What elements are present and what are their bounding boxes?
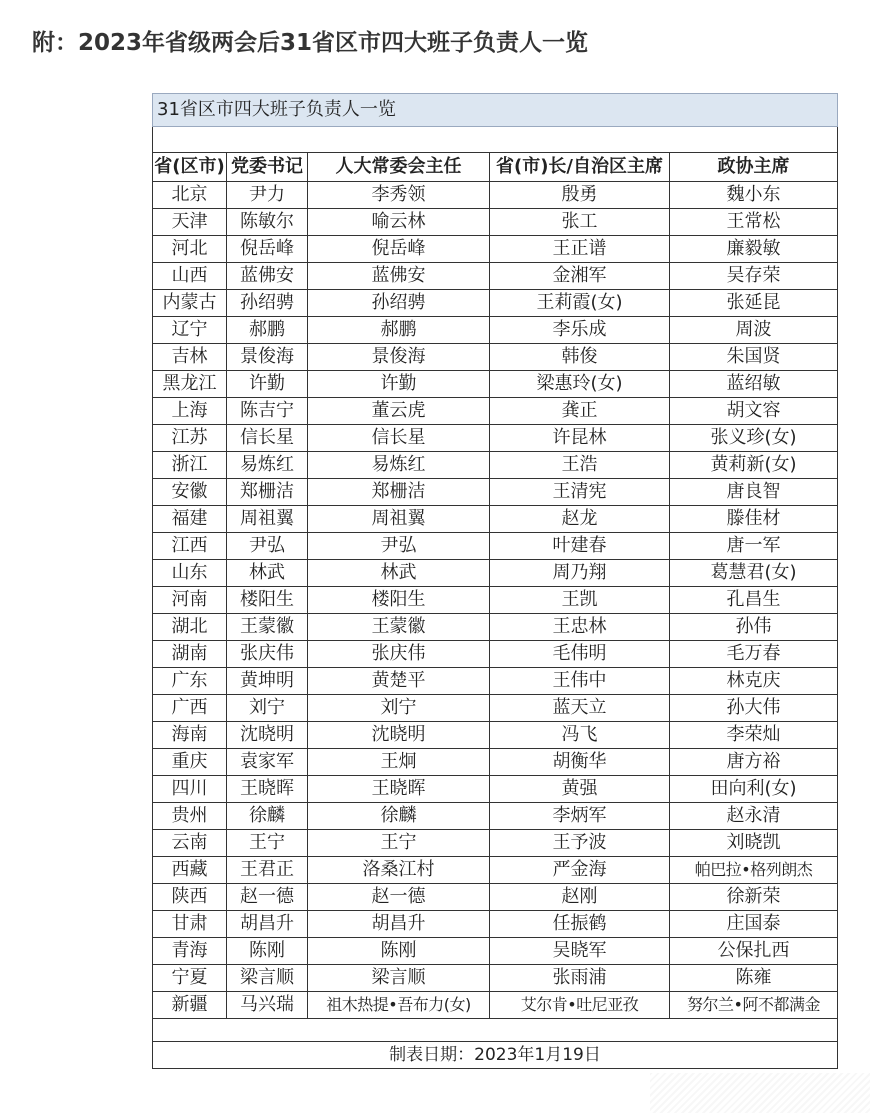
table-caption-row	[153, 94, 838, 127]
table-row	[153, 506, 838, 533]
cell-party-secretary: 信长星	[227, 425, 308, 452]
header-party-secretary: 党委书记	[227, 153, 308, 182]
cell-governor: 胡衡华	[490, 749, 670, 776]
table-row	[153, 614, 838, 641]
cell-cppcc-chairman: 毛万春	[670, 641, 838, 668]
cell-province: 湖北	[153, 614, 227, 641]
table-row	[153, 533, 838, 560]
table-row	[153, 560, 838, 587]
cell-province: 广东	[153, 668, 227, 695]
cell-governor: 蓝天立	[490, 695, 670, 722]
cell-province: 山东	[153, 560, 227, 587]
cell-cppcc-chairman: 陈雍	[670, 965, 838, 992]
cell-province: 陕西	[153, 884, 227, 911]
cell-cppcc-chairman: 张义珍(女)	[670, 425, 838, 452]
cell-npc-director: 徐麟	[308, 803, 490, 830]
cell-province: 江苏	[153, 425, 227, 452]
cell-npc-director: 胡昌升	[308, 911, 490, 938]
table-row	[153, 695, 838, 722]
cell-governor: 艾尔肯•吐尼亚孜	[490, 992, 670, 1019]
cell-governor: 金湘军	[490, 263, 670, 290]
cell-cppcc-chairman: 庄国泰	[670, 911, 838, 938]
cell-province: 河南	[153, 587, 227, 614]
cell-governor: 王浩	[490, 452, 670, 479]
cell-governor: 严金海	[490, 857, 670, 884]
footer-blank-cell	[153, 1019, 838, 1042]
table-row	[153, 857, 838, 884]
table-row	[153, 803, 838, 830]
cell-cppcc-chairman: 努尔兰•阿不都满金	[670, 992, 838, 1019]
cell-cppcc-chairman: 魏小东	[670, 182, 838, 209]
header-npc-director: 人大常委会主任	[308, 153, 490, 182]
cell-province: 甘肃	[153, 911, 227, 938]
cell-cppcc-chairman: 李荣灿	[670, 722, 838, 749]
cell-cppcc-chairman: 葛慧君(女)	[670, 560, 838, 587]
header-governor: 省(市)长/自治区主席	[490, 153, 670, 182]
cell-npc-director: 沈晓明	[308, 722, 490, 749]
page-title: 附：2023年省级两会后31省区市四大班子负责人一览	[32, 30, 589, 56]
cell-party-secretary: 陈吉宁	[227, 398, 308, 425]
cell-governor: 黄强	[490, 776, 670, 803]
leaders-table-sheet	[152, 93, 837, 1069]
table-row	[153, 992, 838, 1019]
table-row	[153, 911, 838, 938]
cell-cppcc-chairman: 孙伟	[670, 614, 838, 641]
cell-governor: 许昆林	[490, 425, 670, 452]
cell-governor: 王清宪	[490, 479, 670, 506]
cell-province: 贵州	[153, 803, 227, 830]
cell-party-secretary: 梁言顺	[227, 965, 308, 992]
table-caption: 31省区市四大班子负责人一览	[153, 94, 838, 127]
blank-cell	[153, 127, 838, 153]
cell-province: 重庆	[153, 749, 227, 776]
cell-cppcc-chairman: 朱国贤	[670, 344, 838, 371]
table-row	[153, 668, 838, 695]
table-row	[153, 749, 838, 776]
cell-party-secretary: 胡昌升	[227, 911, 308, 938]
cell-cppcc-chairman: 周波	[670, 317, 838, 344]
cell-npc-director: 祖木热提•吾布力(女)	[308, 992, 490, 1019]
cell-npc-director: 林武	[308, 560, 490, 587]
cell-party-secretary: 袁家军	[227, 749, 308, 776]
cell-npc-director: 尹弘	[308, 533, 490, 560]
cell-party-secretary: 马兴瑞	[227, 992, 308, 1019]
cell-province: 山西	[153, 263, 227, 290]
cell-governor: 李炳军	[490, 803, 670, 830]
cell-governor: 李乐成	[490, 317, 670, 344]
cell-province: 福建	[153, 506, 227, 533]
cell-party-secretary: 赵一德	[227, 884, 308, 911]
cell-npc-director: 王炯	[308, 749, 490, 776]
table-footer-row	[153, 1042, 838, 1069]
cell-party-secretary: 王蒙徽	[227, 614, 308, 641]
cell-province: 北京	[153, 182, 227, 209]
cell-cppcc-chairman: 孙大伟	[670, 695, 838, 722]
cell-province: 宁夏	[153, 965, 227, 992]
table-row	[153, 425, 838, 452]
cell-npc-director: 董云虎	[308, 398, 490, 425]
cell-party-secretary: 林武	[227, 560, 308, 587]
table-row	[153, 938, 838, 965]
cell-party-secretary: 易炼红	[227, 452, 308, 479]
cell-governor: 任振鹤	[490, 911, 670, 938]
cell-npc-director: 王蒙徽	[308, 614, 490, 641]
cell-cppcc-chairman: 孔昌生	[670, 587, 838, 614]
cell-npc-director: 蓝佛安	[308, 263, 490, 290]
table-row	[153, 830, 838, 857]
cell-province: 广西	[153, 695, 227, 722]
table-row	[153, 209, 838, 236]
cell-governor: 毛伟明	[490, 641, 670, 668]
cell-cppcc-chairman: 黄莉新(女)	[670, 452, 838, 479]
cell-cppcc-chairman: 赵永清	[670, 803, 838, 830]
cell-party-secretary: 郝鹏	[227, 317, 308, 344]
cell-governor: 韩俊	[490, 344, 670, 371]
cell-party-secretary: 许勤	[227, 371, 308, 398]
table-row	[153, 452, 838, 479]
cell-cppcc-chairman: 徐新荣	[670, 884, 838, 911]
cell-governor: 王正谱	[490, 236, 670, 263]
cell-cppcc-chairman: 蓝绍敏	[670, 371, 838, 398]
blank-row	[153, 127, 838, 153]
cell-party-secretary: 陈敏尔	[227, 209, 308, 236]
cell-npc-director: 刘宁	[308, 695, 490, 722]
table-row	[153, 641, 838, 668]
table-row	[153, 965, 838, 992]
cell-npc-director: 梁言顺	[308, 965, 490, 992]
table-row	[153, 722, 838, 749]
cell-party-secretary: 王晓晖	[227, 776, 308, 803]
cell-party-secretary: 刘宁	[227, 695, 308, 722]
cell-npc-director: 易炼红	[308, 452, 490, 479]
cell-province: 江西	[153, 533, 227, 560]
cell-province: 天津	[153, 209, 227, 236]
cell-npc-director: 陈刚	[308, 938, 490, 965]
cell-province: 上海	[153, 398, 227, 425]
cell-cppcc-chairman: 林克庆	[670, 668, 838, 695]
table-row	[153, 587, 838, 614]
cell-npc-director: 李秀领	[308, 182, 490, 209]
table-row	[153, 479, 838, 506]
cell-governor: 张工	[490, 209, 670, 236]
cell-cppcc-chairman: 唐方裕	[670, 749, 838, 776]
cell-npc-director: 周祖翼	[308, 506, 490, 533]
table-row	[153, 371, 838, 398]
cell-party-secretary: 尹力	[227, 182, 308, 209]
cell-npc-director: 郝鹏	[308, 317, 490, 344]
cell-governor: 王伟中	[490, 668, 670, 695]
cell-party-secretary: 王宁	[227, 830, 308, 857]
cell-cppcc-chairman: 吴存荣	[670, 263, 838, 290]
cell-cppcc-chairman: 公保扎西	[670, 938, 838, 965]
cell-governor: 王予波	[490, 830, 670, 857]
cell-province: 黑龙江	[153, 371, 227, 398]
cell-party-secretary: 黄坤明	[227, 668, 308, 695]
cell-governor: 殷勇	[490, 182, 670, 209]
cell-npc-director: 王宁	[308, 830, 490, 857]
header-cppcc-chairman: 政协主席	[670, 153, 838, 182]
cell-party-secretary: 徐麟	[227, 803, 308, 830]
cell-cppcc-chairman: 王常松	[670, 209, 838, 236]
cell-npc-director: 倪岳峰	[308, 236, 490, 263]
cell-cppcc-chairman: 滕佳材	[670, 506, 838, 533]
cell-governor: 赵刚	[490, 884, 670, 911]
table-row	[153, 182, 838, 209]
table-row	[153, 236, 838, 263]
table-row	[153, 344, 838, 371]
cell-governor: 张雨浦	[490, 965, 670, 992]
cell-party-secretary: 周祖翼	[227, 506, 308, 533]
cell-province: 浙江	[153, 452, 227, 479]
cell-party-secretary: 楼阳生	[227, 587, 308, 614]
table-row	[153, 263, 838, 290]
cell-npc-director: 郑栅洁	[308, 479, 490, 506]
corner-watermark-pattern	[650, 1073, 870, 1113]
cell-party-secretary: 王君正	[227, 857, 308, 884]
cell-cppcc-chairman: 刘晓凯	[670, 830, 838, 857]
cell-governor: 王凯	[490, 587, 670, 614]
cell-npc-director: 王晓晖	[308, 776, 490, 803]
cell-governor: 赵龙	[490, 506, 670, 533]
cell-province: 海南	[153, 722, 227, 749]
table-footer-date: 制表日期：2023年1月19日	[153, 1042, 838, 1069]
cell-province: 内蒙古	[153, 290, 227, 317]
cell-cppcc-chairman: 田向利(女)	[670, 776, 838, 803]
cell-npc-director: 喻云林	[308, 209, 490, 236]
table-header-row	[153, 153, 838, 182]
cell-npc-director: 张庆伟	[308, 641, 490, 668]
cell-province: 湖南	[153, 641, 227, 668]
cell-party-secretary: 陈刚	[227, 938, 308, 965]
table-row	[153, 398, 838, 425]
cell-cppcc-chairman: 廉毅敏	[670, 236, 838, 263]
footer-blank-row	[153, 1019, 838, 1042]
cell-province: 辽宁	[153, 317, 227, 344]
cell-province: 青海	[153, 938, 227, 965]
cell-npc-director: 景俊海	[308, 344, 490, 371]
table-row	[153, 884, 838, 911]
cell-cppcc-chairman: 胡文容	[670, 398, 838, 425]
cell-npc-director: 洛桑江村	[308, 857, 490, 884]
cell-governor: 王莉霞(女)	[490, 290, 670, 317]
cell-party-secretary: 沈晓明	[227, 722, 308, 749]
cell-governor: 叶建春	[490, 533, 670, 560]
cell-npc-director: 黄楚平	[308, 668, 490, 695]
cell-cppcc-chairman: 帕巴拉•格列朗杰	[670, 857, 838, 884]
cell-party-secretary: 郑栅洁	[227, 479, 308, 506]
cell-province: 吉林	[153, 344, 227, 371]
cell-party-secretary: 蓝佛安	[227, 263, 308, 290]
cell-npc-director: 赵一德	[308, 884, 490, 911]
header-province: 省(区市)	[153, 153, 227, 182]
leaders-table	[152, 93, 838, 1069]
cell-npc-director: 许勤	[308, 371, 490, 398]
cell-party-secretary: 张庆伟	[227, 641, 308, 668]
cell-governor: 冯飞	[490, 722, 670, 749]
cell-governor: 吴晓军	[490, 938, 670, 965]
cell-province: 新疆	[153, 992, 227, 1019]
cell-party-secretary: 孙绍骋	[227, 290, 308, 317]
cell-governor: 周乃翔	[490, 560, 670, 587]
cell-governor: 龚正	[490, 398, 670, 425]
cell-party-secretary: 倪岳峰	[227, 236, 308, 263]
table-row	[153, 290, 838, 317]
cell-cppcc-chairman: 唐一军	[670, 533, 838, 560]
cell-cppcc-chairman: 张延昆	[670, 290, 838, 317]
cell-governor: 梁惠玲(女)	[490, 371, 670, 398]
cell-npc-director: 信长星	[308, 425, 490, 452]
cell-governor: 王忠林	[490, 614, 670, 641]
cell-province: 安徽	[153, 479, 227, 506]
cell-party-secretary: 景俊海	[227, 344, 308, 371]
cell-npc-director: 楼阳生	[308, 587, 490, 614]
cell-cppcc-chairman: 唐良智	[670, 479, 838, 506]
cell-province: 四川	[153, 776, 227, 803]
cell-party-secretary: 尹弘	[227, 533, 308, 560]
cell-province: 河北	[153, 236, 227, 263]
table-row	[153, 776, 838, 803]
cell-province: 云南	[153, 830, 227, 857]
cell-npc-director: 孙绍骋	[308, 290, 490, 317]
table-row	[153, 317, 838, 344]
cell-province: 西藏	[153, 857, 227, 884]
